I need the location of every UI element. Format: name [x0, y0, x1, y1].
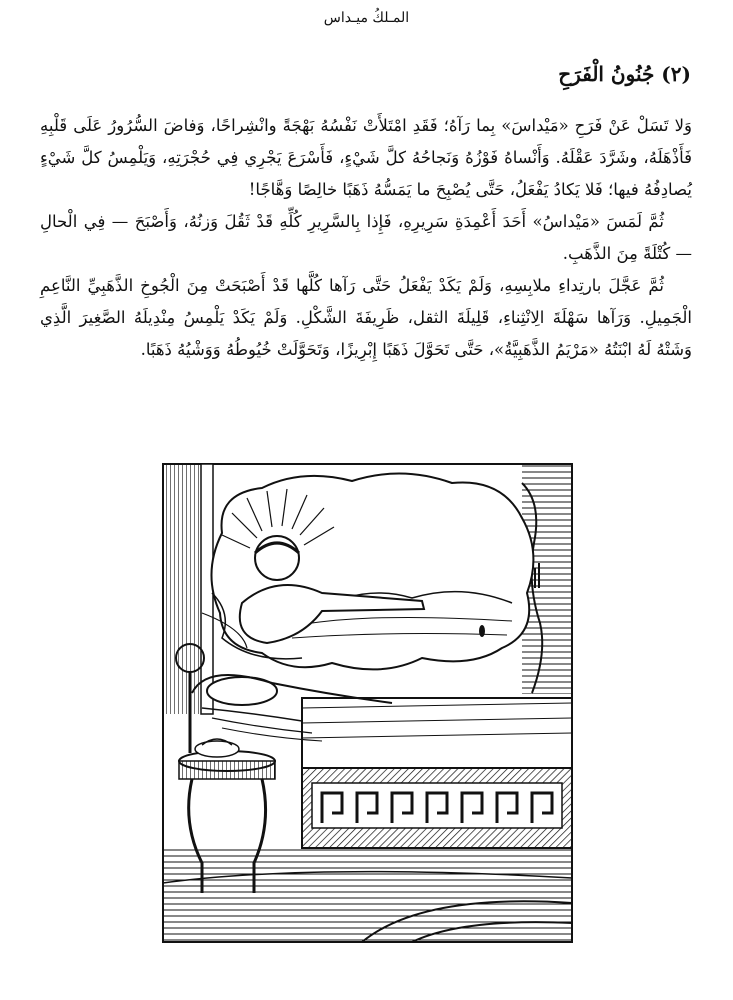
running-header: المـلكُ ميـداس	[323, 10, 410, 26]
illustration	[162, 463, 573, 943]
illustration-drawing	[162, 463, 573, 943]
body-text	[40, 110, 692, 366]
paragraph-3: ثُمَّ عَجَّلَ بارتِداءِ ملابِسِهِ، وَلَمْ يَكَدْ يَفْعَلُ حَتَّى رَآها كُلَّها قَدْ أَصْبَحَتْ مِنَ الْجُوخِ الذَّهَبِيِّ النَّاعِمِ الْجَمِيلِ. وَرَآها سَهْلَةَ الِانْثِناءِ، قَلِيلَةَ الثقل، ظَرِيفَةَ الشَّكْلِ. وَلَمْ يَكَدْ يَلْمِسُ مِنْدِيلَهُ الصَّغِيرَ الَّذِي وَشَتْهُ لَهُ ابْنَتُهُ «مَرْيَمُ الذَّهَبِيَّةُ»، حَتَّى تَحَوَّلَ ذَهَبًا إِبْرِيزًا، وَتَحَوَّلَتْ خُيُوطُهُ وَوَشْيُهُ ذَهَبًا.	[40, 276, 692, 359]
paragraph-2: ثُمَّ لَمَسَ «مَيْداسُ» أَحَدَ أَعْمِدَةِ سَرِيرِهِ، فَإِذا بِالسَّرِيرِ كُلِّهِ قَدْ ثَقُلَ وَزنُهُ، وَأَصْبَحَ — فِي الْحالِ — كُتْلَةً مِنَ الذَّهَبِ.	[40, 212, 692, 263]
chapter-title: (٢) جُنُونُ الْفَرَحِ	[558, 62, 691, 86]
paragraph-1: وَلا تَسَلْ عَنْ فَرَحِ «مَيْداسَ» بِما رَآهُ؛ فَقَدِ امْتَلأَتْ نَفْسُهُ بَهْجَةً وانْشِراحًا، وَفاضَ السُّرُورُ عَلَى قَلْبِهِ فَأَذْهَلَهُ، وشَرَّدَ عَقْلَهُ. وَأَنْساهُ فَوْزُهُ وَنَجاحُهُ كلَّ شَيْءٍ، فَأَسْرَعَ يَجْرِي فِي حُجْرَتِهِ، وَيَلْمِسُ كلَّ شَيْءٍ يُصادِفُهُ فيها؛ فَلا يَكادُ يَفْعَلُ، حَتَّى يُصْبِحَ ما يَمَسُّهُ ذَهَبًا خالِصًا وَهَّاجًا!	[40, 116, 692, 199]
